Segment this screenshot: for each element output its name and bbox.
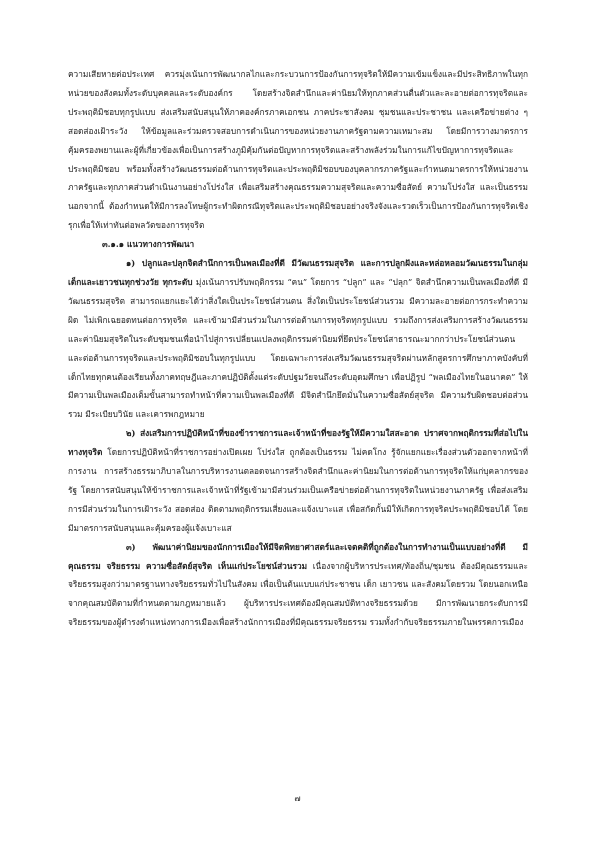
document-body: [68, 65, 528, 632]
development-item-1-text: มุ่งเน้นการปรับพฤติกรรม “คน” โดยการ “ปลูก” และ “ปลุก” จิตสำนึกความเป็นพลเมืองที่ดี มีวัฒนธรรมสุจริต สามารถแยกแยะได้ว่าสิ่งใดเป็นประโยชน์ส่วนตน สิ่งใดเป็นประโยชน์ส่วนรวม มีความละอายต่อการกระทำความผิด ไม่เพิกเฉยอดทนต่อการทุจริต และเข้ามามีส่วนร่วมในการต่อต้านการทุจริตทุกรูปแบบ รวมถึงการส่งเสริมการสร้างวัฒนธรรมและค่านิยมสุจริตในระดับชุมชนเพื่อนำไปสู่การเปลี่ยนแปลงพฤติกรรมค่านิยมที่ยึดประโยชน์สาธารณะมากกว่าประโยชน์ส่วนตน และต่อต้านการทุจริตและประพฤติมิชอบในทุกรูปแบบ โดยเฉพาะการส่งเสริมวัฒนธรรมสุจริตผ่านหลักสูตรการศึกษาภาคบังคับที่เด็กไทยทุกคนต้องเรียนทั้งภาคทฤษฎีและภาคปฏิบัติตั้งแต่ระดับปฐมวัยจนถึงระดับอุดมศึกษา เพื่อปฏิรูป “พลเมืองไทยในอนาคต” ให้มีความเป็นพลเมืองเต็มขั้นสามารถทำหน้าที่ความเป็นพลเมืองที่ดี มีจิตสำนึกยึดมั่นในความซื่อสัตย์สุจริต มีความรับผิดชอบต่อส่วนรวม มีระเบียบวินัย และเคารพกฎหมาย: [68, 276, 528, 420]
development-item-2: [68, 424, 528, 537]
development-item-2-text: โดยการปฏิบัติหน้าที่ราชการอย่างเปิดเผย โปร่งใส ถูกต้องเป็นธรรม ไม่คดโกง รู้จักแยกแยะเรื่องส่วนตัวออกจากหน้าที่การงาน การสร้างธรรมาภิบาลในการบริหารงานตลอดจนการสร้างจิตสำนึกและค่านิยมในการต่อต้านการทุจริตให้แก่บุคลากรของรัฐ โดยการสนับสนุนให้ข้าราชการและเจ้าหน้าที่รัฐเข้ามามีส่วนร่วมเป็นเครือข่ายต่อต้านการทุจริตในหน่วยงานภาครัฐ เพื่อส่งเสริมการมีส่วนร่วมในการเฝ้าระวัง สอดส่อง ติดตามพฤติกรรมเสี่ยงและแจ้งเบาะแส เพื่อสกัดกั้นมิให้เกิดการทุจริตประพฤติมิชอบได้ โดยมีมาตรการสนับสนุนและคุ้มครองผู้แจ้งเบาะแส: [68, 447, 528, 533]
development-item-1: [68, 254, 528, 424]
development-item-3-title: ๓) พัฒนาค่านิยมของนักการเมืองให้มีจิตพิทยาศาสตร์และเจตคติที่ถูกต้องในการทำงานเป็นแบบอย่างที่ดี มีคุณธรรม จริยธรรม ความซื่อสัตย์สุจริต เห็นแก่ประโยชน์ส่วนรวม: [68, 541, 528, 571]
intro-paragraph: ความเสียหายต่อประเทศ ควรมุ่งเน้นการพัฒนากลไกและกระบวนการป้องกันการทุจริตให้มีความเข้มแข็งและมีประสิทธิภาพในทุกหน่วยของสังคมทั้งระดับบุคคลและระดับองค์กร โดยสร้างจิตสำนึกและค่านิยมให้ทุกภาคส่วนตื่นตัวและละอายต่อการทุจริตและประพฤติมิชอบทุกรูปแบบ ส่งเสริมสนับสนุนให้ภาคองค์กรภาคเอกชน ภาคประชาสังคม ชุมชนและประชาชน และเครือข่ายต่าง ๆ สอดส่องเฝ้าระวัง ให้ข้อมูลและร่วมตรวจสอบการดำเนินการของหน่วยงานภาครัฐตามความเหมาะสม โดยมีการวางมาตรการคุ้มครองพยานและผู้ที่เกี่ยวข้องเพื่อเป็นการสร้างภูมิคุ้มกันต่อปัญหาการทุจริตและสร้างพลังร่วมในการแก้ไขปัญหาการทุจริตและประพฤติมิชอบ พร้อมทั้งสร้างวัฒนธรรมต่อต้านการทุจริตและประพฤติมิชอบของบุคลากรภาครัฐและกำหนดมาตรการให้หน่วยงานภาครัฐและทุกภาคส่วนดำเนินงานอย่างโปร่งใส เพื่อเสริมสร้างคุณธรรมความสุจริตและความซื่อสัตย์ ความโปร่งใส และเป็นธรรม นอกจากนี้ ต้องกำหนดให้มีการลงโทษผู้กระทำผิดกรณีทุจริตและประพฤติมิชอบอย่างจริงจังและรวดเร็วเป็นการป้องกันการทุจริตเชิงรุกเพื่อให้เท่าทันต่อพลวัตของการทุจริต: [68, 69, 528, 231]
page-number: ๗: [294, 793, 301, 803]
development-item-2-title: ๒) ส่งเสริมการปฏิบัติหน้าที่ของข้าราชการและเจ้าหน้าที่ของรัฐให้มีความใสสะอาด ปราศจากพฤติกรรมที่ส่อไปในทางทุจริต: [68, 428, 528, 458]
section-heading: ๓.๑.๑ แนวทางการพัฒนา: [102, 239, 195, 250]
development-item-3: [68, 538, 528, 633]
development-item-1-title: ๑) ปลูกและปลุกจิตสำนึกการเป็นพลเมืองที่ดี มีวัฒนธรรมสุจริต และการปลูกฝังและหล่อหลอมวัฒนธรรมในกลุ่มเด็กและเยาวชนทุกช่วงวัย ทุกระดับ: [68, 258, 528, 287]
development-item-3-text: เนื่องจากผู้บริหารประเทศ/ท้องถิ่น/ชุมชน ต้องมีคุณธรรมและจริยธรรมสูงกว่ามาตรฐานทางจริยธรรมทั่วไปในสังคม เพื่อเป็นต้นแบบแก่ประชาชน เด็ก เยาวชน และสังคมโดยรวม โดยนอกเหนือจากคุณสมบัติตามที่กำหนดตามกฎหมายแล้ว ผู้บริหารประเทศต้องมีคุณสมบัติทางจริยธรรมด้วย มีการพัฒนายกระดับการมีจริยธรรมของผู้ดำรงตำแหน่งทางการเมืองเพื่อสร้างนักการเมืองที่มีคุณธรรมจริยธรรม รวมทั้งกำกับจริยธรรมภายในพรรคการเมือง: [68, 560, 528, 628]
